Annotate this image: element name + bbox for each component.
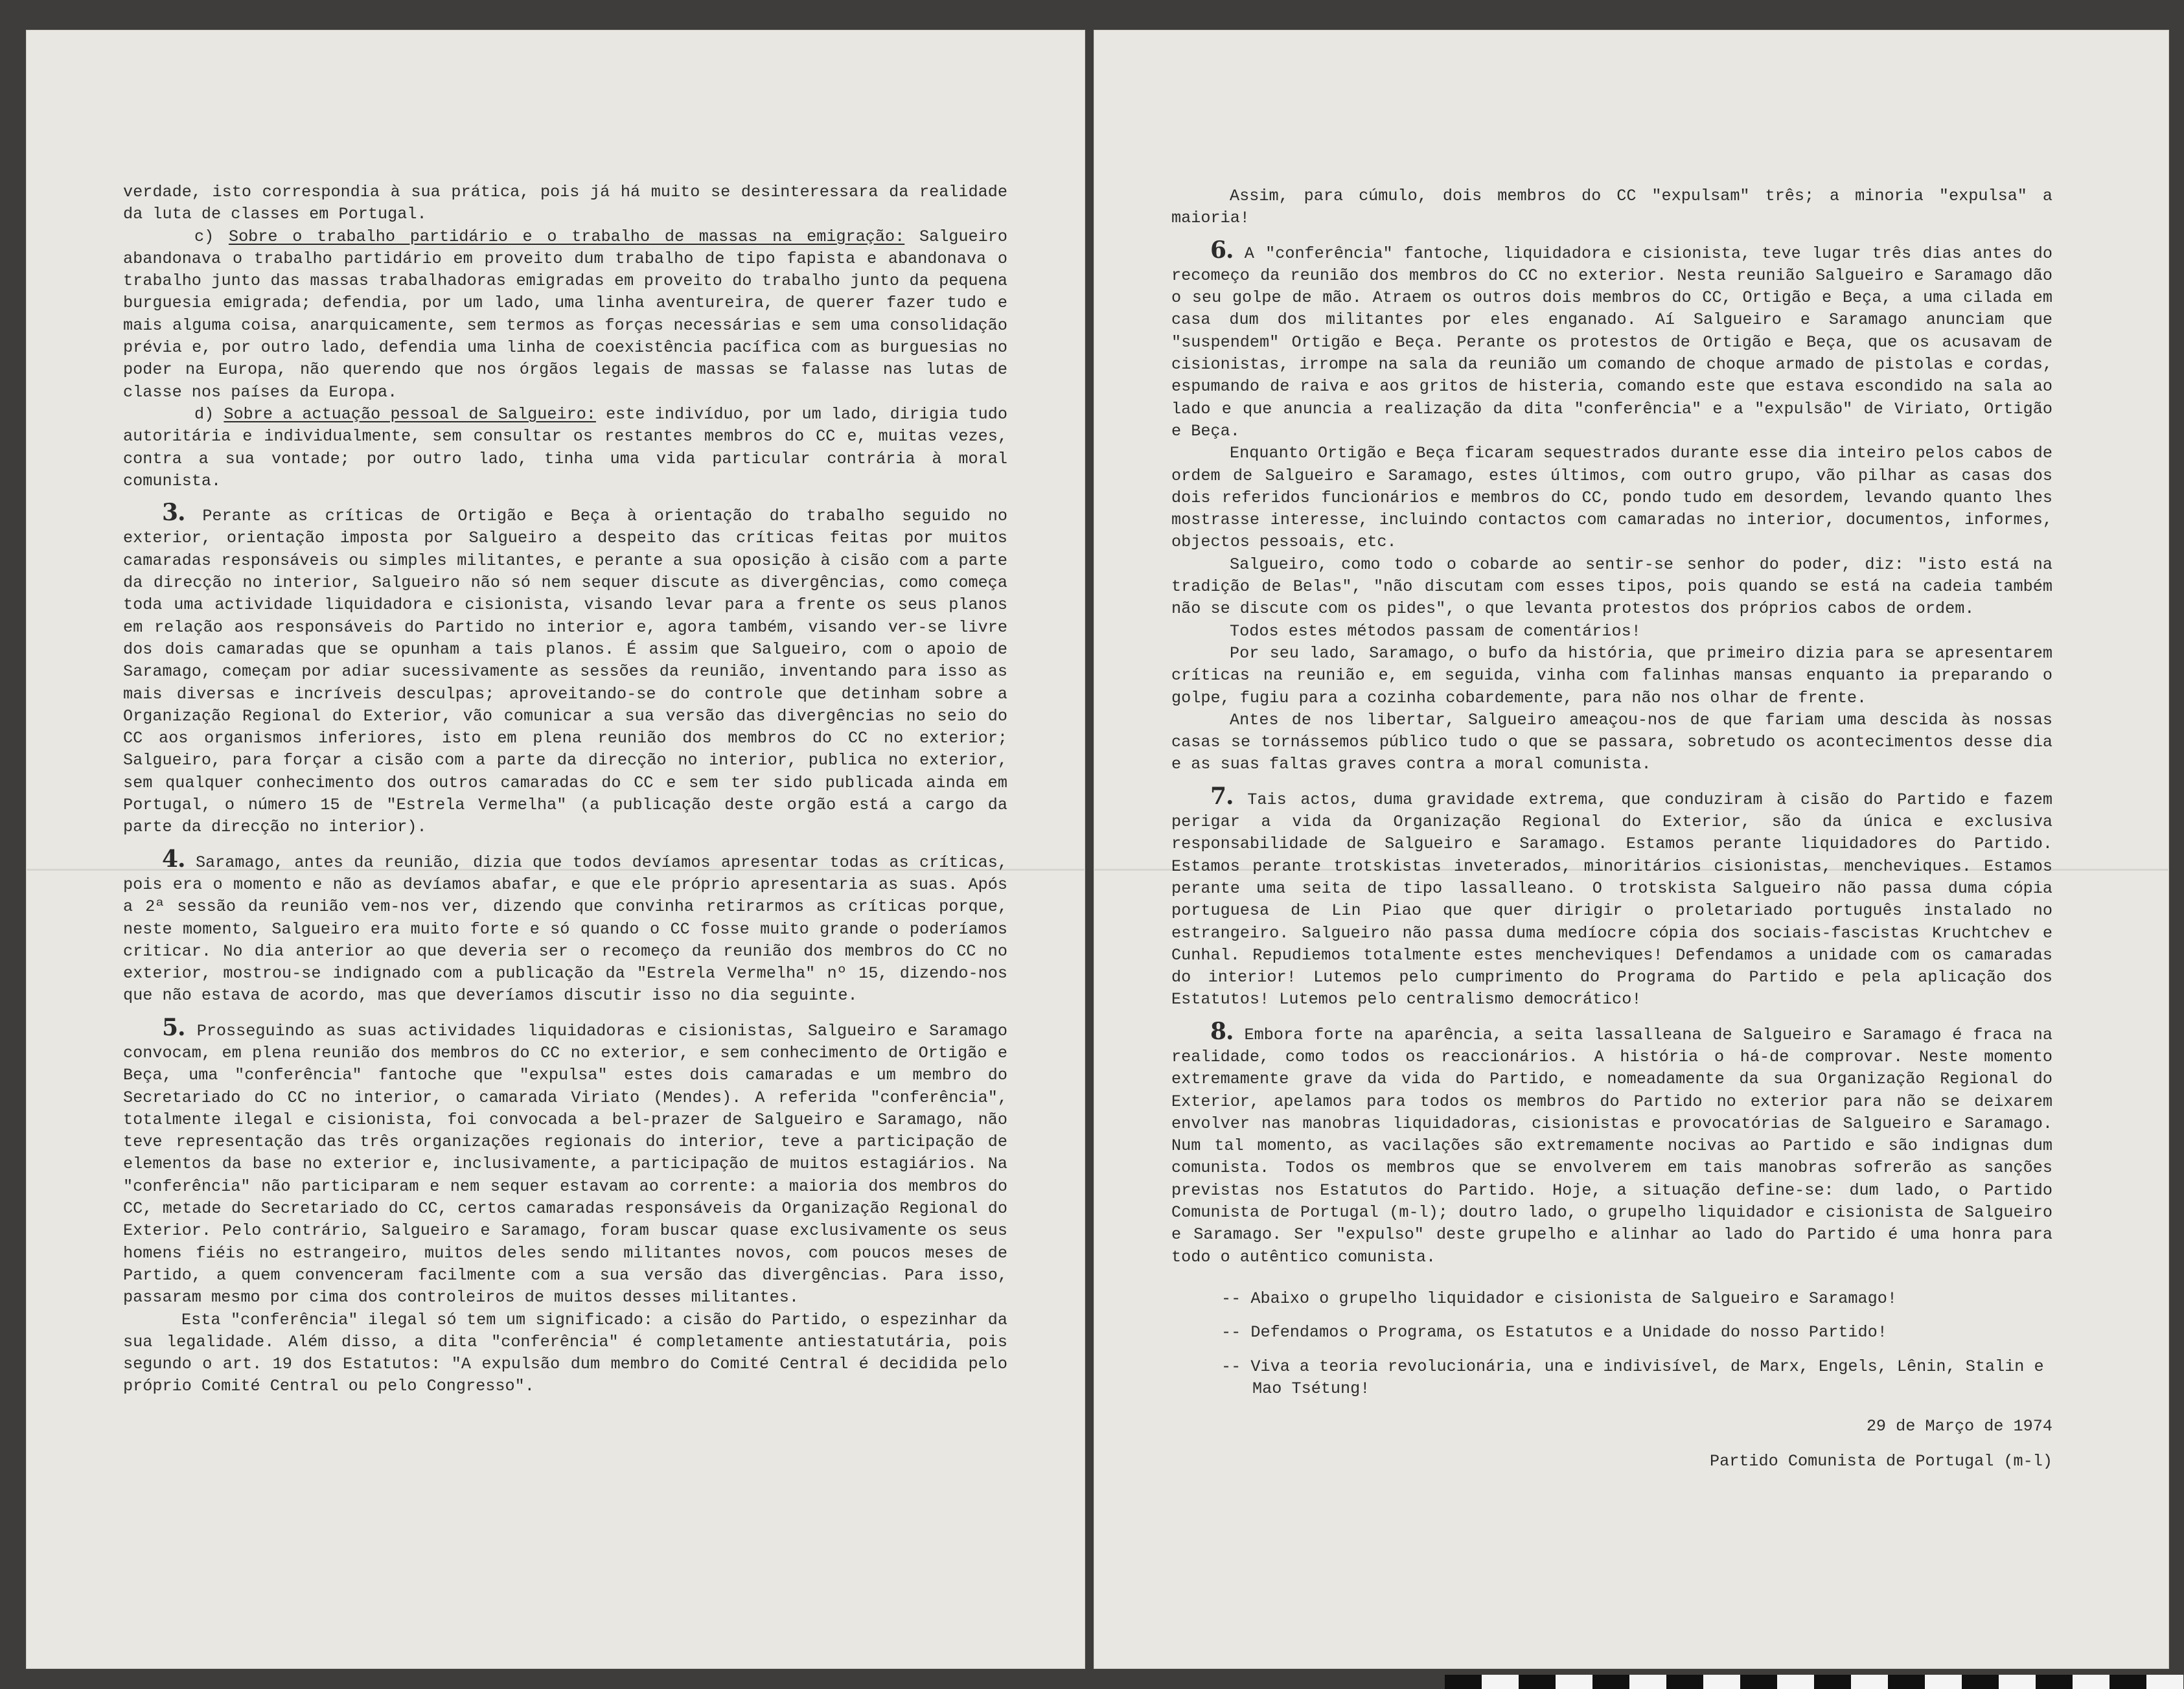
section-number: 3. bbox=[162, 499, 185, 527]
paragraph bbox=[123, 1309, 1007, 1398]
subsection-heading: Sobre o trabalho partidário e o trabalho de massas na emigração: bbox=[228, 227, 905, 246]
paragraph-text: Todos estes métodos passam de comentários! bbox=[1230, 621, 1641, 641]
subsection-label: c) bbox=[194, 227, 214, 246]
paragraph-text: verdade, isto correspondia à sua prática, pois já há muito se desinteressara da realidade da luta de classes em Portugal. bbox=[123, 183, 1007, 224]
paragraph-text: Salgueiro, como todo o cobarde ao sentir-se senhor do poder, diz: "isto está na tradição de Belas", "não discutam com esses tipos, pois quando se está na cadeia também não se discute com os pides", o que levanta protestos dos próprios cabos de ordem. bbox=[1171, 555, 2052, 619]
paragraph-text: Enquanto Ortigão e Beça ficaram sequestrados durante esse dia inteiro pelos cabos de ordem de Salgueiro e Saramago, estes últimos, com outro grupo, vão pilhar as casas dos dois referidos funcionários e membros do CC, pondo tudo em desordem, levando quanto lhes mostrasse interesse, incluindo contactos com camaradas no interior, documentos, informes, objectos pessoais, etc. bbox=[1171, 444, 2052, 552]
paragraph-text: este indivíduo, por um lado, dirigia tudo autoritária e individualmente, sem consultar os restantes membros do CC e, muitas vezes, contra a sua vontade; por outro lado, tinha uma vida particular contrária à moral comunista. bbox=[123, 404, 1007, 490]
section-number: 7. bbox=[1210, 782, 1234, 810]
paragraph bbox=[1171, 1017, 2052, 1269]
signature: Partido Comunista de Portugal (m-l) bbox=[1709, 1452, 2052, 1471]
subsection-label: d) bbox=[194, 404, 214, 424]
paragraph-text: Esta "conferência" ilegal só tem um significado: a cisão do Partido, o espezinhar da sua legalidade. Além disso, a dita "conferência" é completamente antiestatutária, pois segundo o art. 19 dos Estatutos: "A expulsão dum membro do Comité Central é decidida pelo próprio Comité Central ou pelo Congresso". bbox=[123, 1310, 1007, 1396]
paragraph-text: Saramago, antes da reunião, dizia que todos devíamos apresentar todas as críticas, pois era o momento e não as devíamos abafar, e que ele próprio apresentaria as suas. Após a 2ª sessão da reunião vem-nos ver, dizendo que convinha retirarmos as críticas porque, neste momento, Salgueiro era muito forte e só quando o CC fosse muito grande o poderíamos criticar. No dia anterior ao que deveria ser o recomeço da reunião dos membros do CC no exterior, mostrou-se indignado com a publicação da "Estrela Vermelha" nº 15, dizendo-nos que não estava de acordo, mas que deveríamos discutir isso no dia seguinte. bbox=[123, 853, 1007, 1005]
left-column-text bbox=[123, 181, 1007, 1398]
paragraph bbox=[1171, 782, 2052, 1011]
paragraph-text: A "conferência" fantoche, liquidadora e cisionista, teve lugar três dias antes do recomeço da reunião dos membros do CC no exterior. Nesta reunião Salgueiro e Saramago dão o seu golpe de mão. Atraem os outros dois membros do CC, Ortigão e Beça, a uma cilada em casa dum dos militantes por eles enganado. Aí Salgueiro e Saramago anunciam que "suspendem" Ortigão e Beça. Perante os protestos de Ortigão e Beça, que os acusavam de cisionistas, irrompe na sala da reunião um comando de choque armado de pistolas e cordas, espumando de raiva e aos gritos de histeria, comando este que estava escondido na sala ao lado e que anuncia a realização da dita "conferência" e a "expulsão" de Viriato, Ortigão e Beça. bbox=[1171, 244, 2052, 441]
slogan-line: -- Viva a teoria revolucionária, una e indivisível, de Marx, Engels, Lênin, Stalin e Mao Tsétung! bbox=[1221, 1357, 2044, 1398]
slogan-line: -- Defendamos o Programa, os Estatutos e a Unidade do nosso Partido! bbox=[1221, 1323, 1887, 1342]
slogan-line: -- Abaixo o grupelho liquidador e cisionista de Salgueiro e Saramago! bbox=[1221, 1289, 1897, 1308]
paragraph-text: Antes de nos libertar, Salgueiro ameaçou-nos de que fariam uma descida às nossas casas se tornássemos público tudo o que se passara, sobretudo os acontecimentos desse dia e as suas faltas graves contra a moral comunista. bbox=[1171, 710, 2052, 774]
paragraph bbox=[1171, 554, 2052, 621]
document-date: 29 de Março de 1974 bbox=[1866, 1417, 2052, 1436]
paragraph bbox=[123, 404, 1007, 492]
slogans-list bbox=[1171, 1288, 2052, 1400]
paragraph-text: Perante as críticas de Ortigão e Beça à orientação do trabalho seguido no exterior, orientação imposta por Salgueiro a despeito das críticas feitas por muitos camaradas responsáveis ou simples militantes, e perante a sua oposição à cisão com a parte da direcção no interior, Salgueiro não só nem sequer discute as divergências, como começa toda uma actividade liquidadora e cisionista, visando levar para a frente os seus planos em relação aos responsáveis do Partido no interior e, agora também, visando ver-se livre dos dois camaradas que se opunham a tais planos. É assim que Salgueiro, com o apoio de Saramago, começam por adiar sucessivamente as sessões da reunião, inventando para isso as mais diversas e incríveis desculpas; aproveitando-se do controle que detinham sobre a Organização Regional do Exterior, vão comunicar a sua versão das divergências no seio do CC aos organismos inferiores, isto em plena reunião dos membros do CC no exterior; Salgueiro, para forçar a cisão com a parte da direcção no interior, publica no exterior, sem qualquer conhecimento dos outros camaradas do CC e sem ter sido publicada ainda em Portugal, o número 15 de "Estrela Vermelha" (a publicação deste orgão está a cargo da parte da direcção no interior). bbox=[123, 507, 1007, 837]
paragraph bbox=[123, 181, 1007, 226]
section-number: 4. bbox=[162, 845, 185, 873]
paragraph bbox=[1171, 185, 2052, 230]
paragraph bbox=[1171, 643, 2052, 709]
paragraph-text: Assim, para cúmulo, dois membros do CC "expulsam" três; a minoria "expulsa" a maioria! bbox=[1171, 187, 2052, 228]
paragraph bbox=[1171, 621, 2052, 643]
right-page bbox=[1094, 30, 2169, 1669]
paragraph bbox=[1171, 709, 2052, 776]
paragraph-text: Por seu lado, Saramago, o bufo da história, que primeiro dizia para se apresentarem críticas na reunião e, em seguida, vinha com falinhas mansas enquanto ia preparando o golpe, fugiu para a cozinha cobardemente, para não nos olhar de frente. bbox=[1171, 643, 2052, 707]
section-number: 8. bbox=[1210, 1017, 1234, 1045]
paragraph bbox=[123, 501, 1007, 838]
paragraph bbox=[1171, 442, 2052, 553]
paragraph-text: Tais actos, duma gravidade extrema, que conduziram à cisão do Partido e fazem perigar a vida da Organização Regional do Exterior, são da única e exclusiva responsabilidade de Salgueiro e Saramago. Estamos perante liquidadores do Partido. Estamos perante trotskistas inveterados, minoritários cisionistas, mencheviques. Estamos perante uma seita de tipo lassalleano. O trotskista Salgueiro não passa duma cópia portuguesa de Lin Piao que quer dirigir o proletariado português instalado no estrangeiro. Salgueiro não passa duma medíocre cópia dos sociais-fascistas Kruchtchev e Cunhal. Repudiemos totalmente estes mencheviques! Defendamos a unidade com os camaradas do interior! Lutemos pelo cumprimento do Programa do Partido e pela aplicação dos Estatutos! Lutemos pelo centralismo democrático! bbox=[1171, 790, 2052, 1009]
paragraph bbox=[1171, 236, 2052, 443]
right-paragraphs bbox=[1171, 185, 2052, 1269]
paragraph bbox=[123, 1013, 1007, 1309]
section-number: 6. bbox=[1210, 236, 1234, 264]
paragraph-text: Embora forte na aparência, a seita lassalleana de Salgueiro e Saramago é fraca na realidade, como todos os reaccionários. A história o há-de comprovar. Neste momento extremamente grave da vida do Partido, e nomeadamente da sua Organização Regional do Exterior, apelamos para todos os membros do Partido no exterior para não se deixarem envolver nas manobras liquidadoras, cisionistas e provocatórias de Salgueiro e Saramago. Num tal momento, as vacilações são extremamente nocivas ao Partido e são indignas dum comunista. Todos os membros que se envolverem em tais manobras sofrerão as sanções previstas nos Estatutos do Partido. Hoje, a situação define-se: dum lado, o Partido Comunista de Portugal (m-l); doutro lado, o grupelho liquidador e cisionista de Salgueiro e Saramago. Ser "expulso" deste grupelho e alinhar ao lado do Partido é uma honra para todo o autêntico comunista. bbox=[1171, 1025, 2052, 1267]
paragraph-text: Salgueiro abandonava o trabalho partidário em proveito dum trabalho de tipo fapista e abandonava o trabalho junto das massas trabalhadoras emigradas em proveito do trabalho junto da pequena burguesia emigrada; defendia, por um lado, uma linha aventureira, de querer fazer tudo e mais alguma coisa, anarquicamente, sem termos as forças necessárias e sem uma consolidação prévia e, por outro lado, defendia uma linha de coexistência pacífica com as burguesias no poder na Europa, não querendo que nos órgãos legais de massas se falasse nas lutas de classe nos países da Europa. bbox=[123, 227, 1007, 402]
left-page bbox=[26, 30, 1085, 1669]
subsection-heading: Sobre a actuação pessoal de Salgueiro: bbox=[224, 404, 596, 424]
paragraph-text: Prosseguindo as suas actividades liquidadoras e cisionistas, Salgueiro e Saramago convocam, em plena reunião dos membros do CC no exterior, e sem conhecimento de Ortigão e Beça, uma "conferência" fantoche que "expulsa" estes dois camaradas e um membro do Secretariado do CC no interior, o camarada Viriato (Mendes). A referida "conferência", totalmente ilegal e cisionista, foi convocada a bel-prazer de Salgueiro e Saramago, não teve representação das três organizações regionais do interior, teve a participação de elementos da base no exterior e, inclusivamente, a participação de muitos estagiários. Na "conferência" não participaram e nem sequer estavam ao corrente: a maioria dos membros do CC, metade do Secretariado do CC, certos camaradas responsáveis da Organização Regional do Exterior. Pelo contrário, Salgueiro e Saramago, foram buscar quase exclusivamente os seus homens fiéis no estrangeiro, muitos deles sendo militantes novos, com poucos meses de Partido, a quem convenceram facilmente com a sua versão das divergências. Para isso, passaram mesmo por cima dos controleiros de muitos desses militantes. bbox=[123, 1021, 1007, 1307]
paragraph bbox=[123, 845, 1007, 1007]
paragraph bbox=[123, 226, 1007, 404]
scale-ruler bbox=[1445, 1675, 2183, 1689]
right-column-text bbox=[1171, 185, 2052, 1473]
section-number: 5. bbox=[162, 1013, 185, 1041]
